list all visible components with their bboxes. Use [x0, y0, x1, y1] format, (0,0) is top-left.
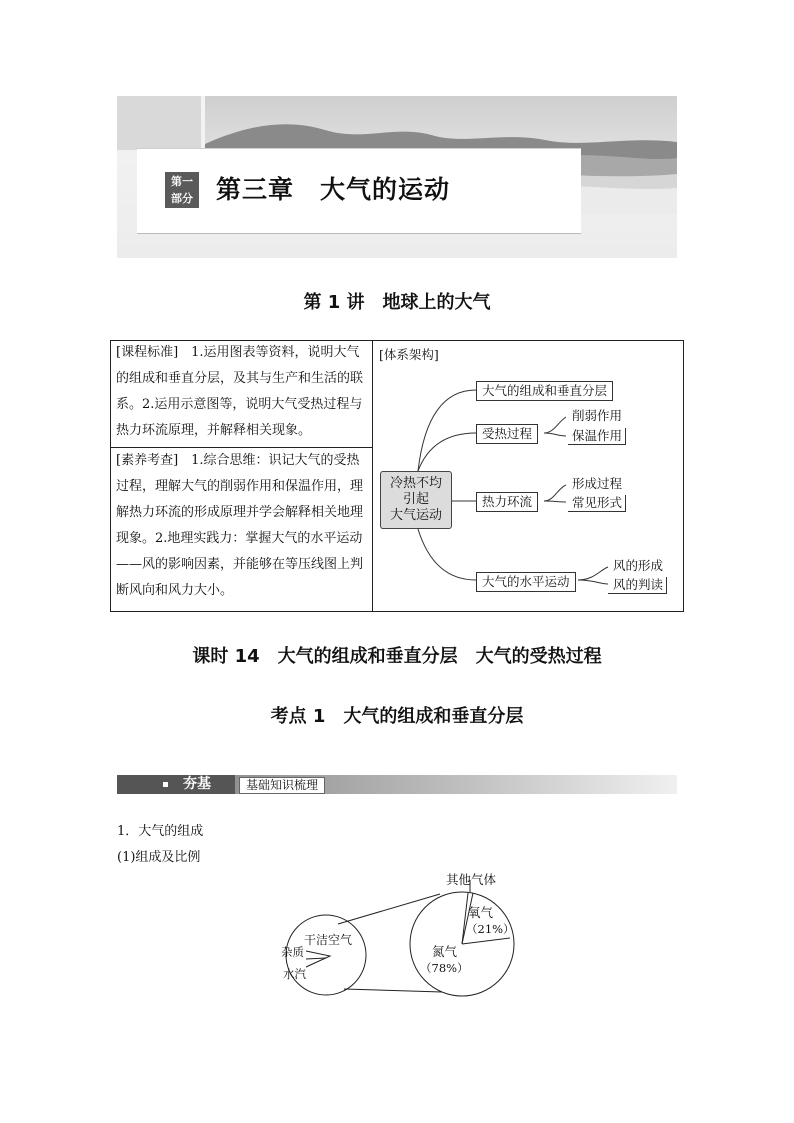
nitrogen-label: 氮气	[432, 944, 458, 959]
branch-composition-layers: 大气的组成和垂直分层	[476, 381, 613, 401]
leaf-formation-process: 形成过程	[572, 476, 623, 491]
section-label: 夯基	[183, 776, 211, 792]
point-title: 考点 1 大气的组成和垂直分层	[270, 706, 524, 727]
oxygen-slice	[462, 938, 510, 944]
leaf-insulation-effect: 保温作用	[568, 428, 626, 445]
oxygen-percentage: （21%）	[466, 922, 515, 936]
heading-composition-ratio: (1)组成及比例	[117, 850, 201, 865]
banner-corner-block	[117, 96, 201, 150]
branch-heating-process: 受热过程	[476, 424, 538, 444]
impurity-label: 杂质	[281, 945, 304, 959]
section-bar-dark	[117, 775, 235, 794]
leaf-wind-judgement: 风的判读	[608, 577, 667, 594]
lecture-title: 课时 14 大气的组成和垂直分层 大气的受热过程	[192, 646, 602, 667]
chapter-title: 第三章 大气的运动	[216, 175, 451, 204]
branch-horizontal-movement: 大气的水平运动	[476, 572, 576, 592]
other-gas-label: 其他气体	[446, 872, 497, 887]
leaf-wind-formation: 风的形成	[613, 558, 664, 573]
dry-air-label: 干洁空气	[304, 933, 353, 947]
oxygen-label: 氧气	[468, 905, 494, 920]
nitrogen-percentage: （78%）	[420, 961, 469, 975]
part-badge	[165, 172, 199, 208]
heading-atmosphere-composition: 1．大气的组成	[117, 824, 204, 839]
leaf-common-forms: 常见形式	[568, 495, 626, 512]
section-tag: 基础知识梳理	[239, 777, 325, 794]
system-map-core-node	[380, 471, 452, 529]
lesson-title: 第 1 讲 地球上的大气	[303, 292, 491, 313]
section-bullet-icon	[163, 782, 168, 787]
water-vapor-label: 水汽	[283, 967, 306, 981]
system-map-label: [体系架构]	[379, 347, 439, 362]
part-label: 第一 部分	[171, 175, 193, 205]
core-node-label: 冷热不均 引起 大气运动	[389, 476, 442, 523]
branch-thermal-circulation: 热力环流	[476, 492, 538, 512]
literacy-assessment-text: [素养考查] 1.综合思维：识记大气的受热过程，理解大气的削弱作用和保温作用，理解热力环流的形成原理并学会解释相关地理现象。2.地理实践力：掌握大气的水平运动——风的影响因素，并能够在等压线图上判断风向和风力大小。	[116, 453, 364, 598]
leaf-weakening-effect: 削弱作用	[572, 408, 623, 423]
curriculum-standard-text: [课程标准] 1.运用图表等资料，说明大气的组成和垂直分层，及其与生产和生活的联系。2.运用示意图等，说明大气受热过程与热力环流原理，并解释相关现象。	[116, 345, 364, 438]
